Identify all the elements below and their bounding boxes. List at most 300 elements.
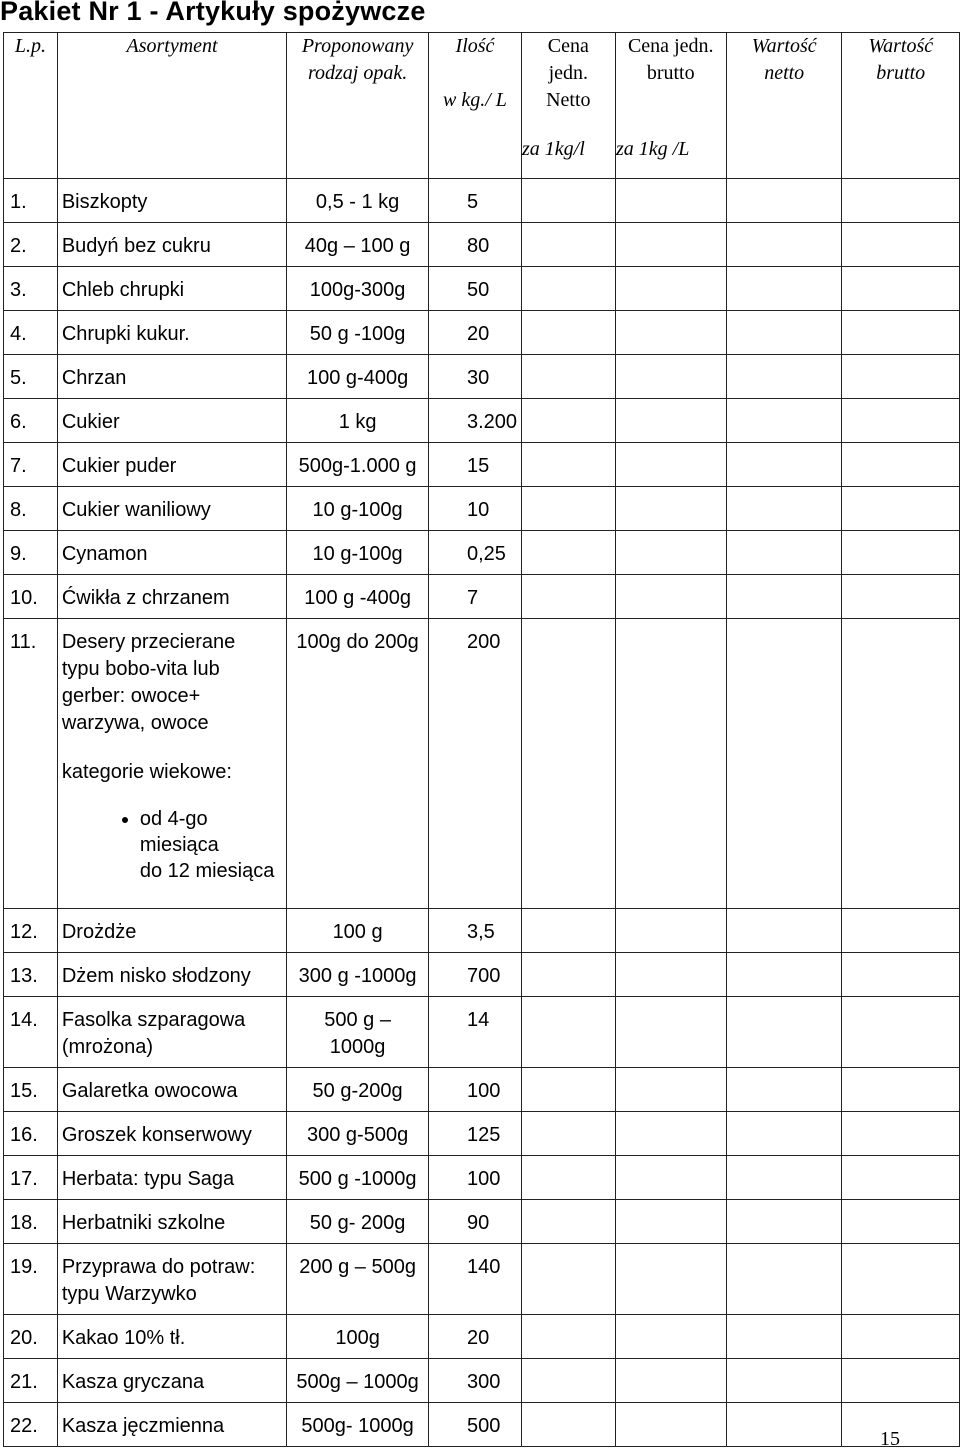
net-value-cell — [726, 619, 842, 909]
col-header-name: Asortyment — [57, 33, 286, 179]
table-row — [4, 311, 960, 355]
net-value-cell — [726, 909, 842, 953]
gross-price-cell — [615, 531, 726, 575]
lp-cell-text: 14. — [10, 1009, 38, 1031]
lp-cell-text: 15. — [10, 1080, 38, 1102]
quantity-cell-text: 10 — [466, 499, 490, 521]
quantity-cell — [428, 267, 521, 311]
col-header-gross-price: Cena jedn. brutto — [615, 33, 726, 179]
product-name-cell — [57, 1200, 286, 1244]
packaging-cell — [287, 953, 429, 997]
lp-cell — [4, 1403, 58, 1447]
packaging-cell-text: 40g – 100 g — [304, 235, 411, 257]
lp-cell-text: 22. — [10, 1415, 38, 1437]
product-name-cell-text: typu Warzywko — [61, 1283, 197, 1305]
product-name-line: warzywa, owoce — [61, 712, 209, 734]
product-name-cell-text: Cynamon — [61, 543, 148, 565]
quantity-cell-text: 3.200 — [466, 411, 518, 433]
quantity-cell-text: 5 — [466, 191, 479, 213]
packaging-cell — [287, 179, 429, 223]
table-row — [4, 575, 960, 619]
product-name-cell — [57, 953, 286, 997]
quantity-cell — [428, 223, 521, 267]
lp-cell — [4, 267, 58, 311]
net-value-cell — [726, 223, 842, 267]
packaging-cell-text: 1 kg — [338, 411, 377, 433]
net-value-cell — [726, 355, 842, 399]
net-price-cell — [522, 223, 616, 267]
quantity-cell — [428, 1244, 521, 1315]
product-name-cell-text: Dżem nisko słodzony — [61, 965, 251, 987]
product-name-cell-text: Kakao 10% tł. — [61, 1327, 186, 1349]
net-unit-note: za 1kg/l — [522, 138, 585, 160]
table-row — [4, 267, 960, 311]
lp-cell-text: 8. — [10, 499, 27, 521]
age-range-line: • od 4-go — [139, 808, 208, 830]
packaging-cell — [287, 909, 429, 953]
net-price-cell — [522, 1068, 616, 1112]
packaging-cell — [287, 1359, 429, 1403]
gross-value-cell — [842, 1315, 960, 1359]
packaging-cell-text: 10 g-100g — [312, 499, 403, 521]
col-header-net-price: Cena jedn. Netto — [522, 33, 616, 179]
quantity-cell-text: 200 — [466, 631, 501, 653]
lp-cell-text: 9. — [10, 543, 27, 565]
quantity-cell-text: 14 — [466, 1009, 490, 1031]
gross-value-cell — [842, 531, 960, 575]
lp-cell — [4, 179, 58, 223]
quantity-cell — [428, 531, 521, 575]
gross-value-cell — [842, 1403, 960, 1447]
gross-price-cell — [615, 1315, 726, 1359]
product-name-cell-text: Herbata: typu Saga — [61, 1168, 235, 1190]
gross-price-cell — [615, 179, 726, 223]
quantity-cell-text: 100 — [466, 1080, 501, 1102]
table-row — [4, 1315, 960, 1359]
net-value-cell — [726, 997, 842, 1068]
quantity-cell — [428, 953, 521, 997]
lp-cell — [4, 997, 58, 1068]
net-price-cell — [522, 1244, 616, 1315]
gross-price-cell — [615, 953, 726, 997]
product-name-cell-text: Kasza gryczana — [61, 1371, 205, 1393]
lp-cell-text: 3. — [10, 279, 27, 301]
lp-cell — [4, 909, 58, 953]
product-name-cell-text: Chrzan — [61, 367, 127, 389]
gross-price-cell — [615, 619, 726, 909]
packaging-cell-text: 50 g -100g — [309, 323, 406, 345]
quantity-cell-text: 20 — [466, 1327, 490, 1349]
lp-cell-text: 6. — [10, 411, 27, 433]
table-row — [4, 223, 960, 267]
quantity-cell-text: 700 — [466, 965, 501, 987]
lp-cell-text: 4. — [10, 323, 27, 345]
quantity-cell — [428, 443, 521, 487]
table-row — [4, 1403, 960, 1447]
product-name-cell-text: Ćwikła z chrzanem — [61, 587, 230, 609]
product-name-cell — [57, 179, 286, 223]
product-name-cell — [57, 399, 286, 443]
packaging-cell-text: 1000g — [329, 1036, 386, 1058]
net-value-cell — [726, 311, 842, 355]
quantity-cell-text: 125 — [466, 1124, 501, 1146]
quantity-cell — [428, 1156, 521, 1200]
table-row — [4, 399, 960, 443]
product-name-cell-text: Biszkopty — [61, 191, 148, 213]
packaging-cell — [287, 619, 429, 909]
table-row — [4, 531, 960, 575]
gross-price-cell — [615, 1068, 726, 1112]
packaging-cell-text: 10 g-100g — [312, 543, 403, 565]
lp-cell — [4, 487, 58, 531]
lp-cell — [4, 399, 58, 443]
quantity-cell — [428, 1315, 521, 1359]
net-price-cell — [522, 1359, 616, 1403]
table-row — [4, 443, 960, 487]
list-item — [140, 806, 282, 884]
quantity-cell — [428, 1403, 521, 1447]
gross-value-cell — [842, 1112, 960, 1156]
gross-price-cell — [615, 443, 726, 487]
product-name-line: Desery przecierane — [61, 631, 236, 653]
gross-price-cell — [615, 909, 726, 953]
packaging-cell — [287, 1244, 429, 1315]
packaging-cell-text: 300 g -1000g — [298, 965, 417, 987]
header-row — [4, 33, 960, 179]
table-row — [4, 997, 960, 1068]
col-header-qty: Ilość w kg./ L — [428, 33, 521, 179]
gross-value-cell — [842, 487, 960, 531]
quantity-cell — [428, 1068, 521, 1112]
net-value-cell — [726, 1200, 842, 1244]
quantity-cell-text: 300 — [466, 1371, 501, 1393]
net-price-cell — [522, 531, 616, 575]
product-name-cell-text: Kasza jęczmienna — [61, 1415, 225, 1437]
lp-cell-text: 12. — [10, 921, 38, 943]
lp-cell-text: 2. — [10, 235, 27, 257]
net-value-cell — [726, 1244, 842, 1315]
quantity-cell — [428, 1112, 521, 1156]
product-name-cell — [57, 1359, 286, 1403]
product-name-cell-text: Przyprawa do potraw: — [61, 1256, 256, 1278]
product-name-line: gerber: owoce+ — [61, 685, 201, 707]
lp-cell — [4, 575, 58, 619]
product-name-cell-text: Galaretka owocowa — [61, 1080, 238, 1102]
packaging-cell-text: 100g — [335, 1327, 380, 1349]
packaging-cell-text: 200 g – 500g — [299, 1256, 416, 1278]
table-row — [4, 909, 960, 953]
table-row — [4, 1244, 960, 1315]
packaging-cell-text: 500g – 1000g — [296, 1371, 419, 1393]
product-name-cell-text: Chleb chrupki — [61, 279, 185, 301]
quantity-cell-text: 0,25 — [466, 543, 506, 565]
net-price-cell — [522, 311, 616, 355]
page-number: 15 — [880, 1428, 900, 1450]
lp-cell — [4, 953, 58, 997]
table-row — [4, 953, 960, 997]
gross-price-cell — [615, 997, 726, 1068]
gross-value-cell — [842, 1244, 960, 1315]
product-name-cell — [57, 1156, 286, 1200]
quantity-cell — [428, 619, 521, 909]
gross-value-cell — [842, 1068, 960, 1112]
gross-price-cell — [615, 267, 726, 311]
net-price-cell — [522, 267, 616, 311]
lp-cell — [4, 1244, 58, 1315]
product-name-cell — [57, 1403, 286, 1447]
product-name-cell-text: Herbatniki szkolne — [61, 1212, 226, 1234]
packaging-cell-text: 100g do 200g — [296, 631, 419, 653]
product-name-cell — [57, 997, 286, 1068]
lp-cell — [4, 311, 58, 355]
net-price-cell — [522, 1200, 616, 1244]
gross-value-cell — [842, 399, 960, 443]
net-price-cell — [522, 953, 616, 997]
packaging-cell — [287, 531, 429, 575]
gross-price-cell — [615, 1403, 726, 1447]
col-header-net-value: Wartość netto — [726, 33, 842, 179]
packaging-cell-text: 500 g – — [324, 1009, 391, 1031]
gross-unit-note: za 1kg /L — [616, 138, 690, 160]
packaging-cell — [287, 1200, 429, 1244]
age-range-line: do 12 miesiąca — [139, 860, 275, 882]
quantity-cell-text: 30 — [466, 367, 490, 389]
gross-value-cell — [842, 619, 960, 909]
quantity-cell — [428, 311, 521, 355]
gross-value-cell — [842, 909, 960, 953]
product-name-cell-text: Groszek konserwowy — [61, 1124, 252, 1146]
net-price-cell — [522, 399, 616, 443]
quantity-cell — [428, 487, 521, 531]
packaging-cell — [287, 575, 429, 619]
net-value-cell — [726, 399, 842, 443]
net-price-cell — [522, 443, 616, 487]
net-value-cell — [726, 953, 842, 997]
quantity-cell-text: 80 — [466, 235, 490, 257]
lp-cell-text: 19. — [10, 1256, 38, 1278]
quantity-cell-text: 100 — [466, 1168, 501, 1190]
quantity-cell-text: 500 — [466, 1415, 501, 1437]
net-price-cell — [522, 909, 616, 953]
quantity-cell-text: 50 — [466, 279, 490, 301]
lp-cell-text: 11. — [10, 631, 37, 653]
net-value-cell — [726, 1403, 842, 1447]
lp-cell — [4, 1068, 58, 1112]
product-name-cell — [57, 1068, 286, 1112]
quantity-cell — [428, 997, 521, 1068]
quantity-cell-text: 7 — [466, 587, 479, 609]
lp-cell — [4, 1200, 58, 1244]
gross-price-cell — [615, 1244, 726, 1315]
packaging-cell — [287, 1156, 429, 1200]
product-name-cell — [57, 619, 286, 909]
age-category-list — [62, 806, 282, 884]
price-table — [3, 32, 960, 1447]
net-price-cell — [522, 1156, 616, 1200]
product-name-cell-text: Cukier — [61, 411, 120, 433]
table-row — [4, 1359, 960, 1403]
lp-cell — [4, 1315, 58, 1359]
packaging-cell — [287, 1315, 429, 1359]
packaging-cell-text: 500g-1.000 g — [298, 455, 417, 477]
quantity-cell-text: 90 — [466, 1212, 490, 1234]
lp-cell-text: 1. — [10, 191, 27, 213]
net-price-cell — [522, 1403, 616, 1447]
gross-value-cell — [842, 311, 960, 355]
product-name-line: typu bobo-vita lub — [61, 658, 220, 680]
product-name-cell — [57, 1315, 286, 1359]
gross-value-cell — [842, 1156, 960, 1200]
product-name-cell-text: Budyń bez cukru — [61, 235, 211, 257]
gross-price-cell — [615, 487, 726, 531]
lp-cell — [4, 443, 58, 487]
product-name-cell-text: Chrupki kukur. — [61, 323, 190, 345]
gross-price-cell — [615, 1112, 726, 1156]
product-name-cell-text: Cukier puder — [61, 455, 177, 477]
lp-cell — [4, 531, 58, 575]
gross-value-cell — [842, 443, 960, 487]
packaging-cell-text: 100 g-400g — [306, 367, 409, 389]
packaging-cell-text: 50 g-200g — [312, 1080, 403, 1102]
gross-price-cell — [615, 575, 726, 619]
quantity-cell — [428, 399, 521, 443]
net-price-cell — [522, 997, 616, 1068]
packaging-cell-text: 500 g -1000g — [298, 1168, 417, 1190]
quantity-cell — [428, 355, 521, 399]
gross-value-cell — [842, 267, 960, 311]
packaging-cell-text: 50 g- 200g — [309, 1212, 406, 1234]
product-name-cell — [57, 1112, 286, 1156]
net-value-cell — [726, 179, 842, 223]
lp-cell — [4, 355, 58, 399]
packaging-cell-text: 100 g — [332, 921, 383, 943]
age-range-line: miesiąca — [139, 834, 219, 856]
lp-cell-text: 7. — [10, 455, 27, 477]
product-name-cell — [57, 1244, 286, 1315]
lp-cell-text: 20. — [10, 1327, 38, 1349]
net-price-cell — [522, 1315, 616, 1359]
gross-price-cell — [615, 399, 726, 443]
lp-cell-text: 16. — [10, 1124, 38, 1146]
quantity-cell-text: 3,5 — [466, 921, 495, 943]
packaging-cell — [287, 487, 429, 531]
gross-value-cell — [842, 575, 960, 619]
packaging-cell — [287, 223, 429, 267]
table-row — [4, 355, 960, 399]
net-price-cell — [522, 355, 616, 399]
product-name-cell — [57, 355, 286, 399]
lp-cell — [4, 223, 58, 267]
lp-cell-text: 21. — [10, 1371, 38, 1393]
packaging-cell — [287, 267, 429, 311]
table-row — [4, 487, 960, 531]
table-row — [4, 179, 960, 223]
net-value-cell — [726, 575, 842, 619]
gross-value-cell — [842, 179, 960, 223]
quantity-cell — [428, 1359, 521, 1403]
quantity-cell — [428, 1200, 521, 1244]
lp-cell-text: 17. — [10, 1168, 38, 1190]
page-title: Pakiet Nr 1 - Artykuły spożywcze — [0, 0, 426, 26]
quantity-cell — [428, 909, 521, 953]
product-name-cell — [57, 223, 286, 267]
lp-cell — [4, 1359, 58, 1403]
packaging-cell — [287, 1403, 429, 1447]
net-price-cell — [522, 619, 616, 909]
lp-cell — [4, 1156, 58, 1200]
col-header-lp: L.p. — [4, 33, 58, 179]
net-value-cell — [726, 443, 842, 487]
col-header-pack: Proponowany rodzaj opak. — [287, 33, 429, 179]
packaging-cell — [287, 1112, 429, 1156]
age-category-label: kategorie wiekowe: — [61, 761, 232, 783]
gross-value-cell — [842, 355, 960, 399]
quantity-cell-text: 15 — [466, 455, 490, 477]
product-name-cell-text: (mrożona) — [61, 1036, 153, 1058]
net-value-cell — [726, 1112, 842, 1156]
gross-price-cell — [615, 311, 726, 355]
packaging-cell — [287, 443, 429, 487]
packaging-cell — [287, 355, 429, 399]
net-value-cell — [726, 1359, 842, 1403]
lp-cell — [4, 619, 58, 909]
net-price-cell — [522, 179, 616, 223]
lp-cell-text: 10. — [10, 587, 38, 609]
product-name-cell-text: Drożdże — [61, 921, 137, 943]
net-value-cell — [726, 267, 842, 311]
product-name-cell — [57, 487, 286, 531]
lp-cell-text: 18. — [10, 1212, 38, 1234]
lp-cell-text: 5. — [10, 367, 27, 389]
gross-value-cell — [842, 1200, 960, 1244]
table-row — [4, 1156, 960, 1200]
gross-price-cell — [615, 223, 726, 267]
table-row — [4, 619, 960, 909]
table-row — [4, 1200, 960, 1244]
packaging-cell — [287, 997, 429, 1068]
product-name-cell — [57, 575, 286, 619]
packaging-cell — [287, 311, 429, 355]
gross-price-cell — [615, 1200, 726, 1244]
net-value-cell — [726, 531, 842, 575]
lp-cell — [4, 1112, 58, 1156]
net-value-cell — [726, 1156, 842, 1200]
product-name-cell — [57, 531, 286, 575]
quantity-cell-text: 140 — [466, 1256, 501, 1278]
product-name-cell-text: Fasolka szparagowa — [61, 1009, 246, 1031]
gross-value-cell — [842, 1359, 960, 1403]
net-value-cell — [726, 487, 842, 531]
packaging-cell-text: 0,5 - 1 kg — [315, 191, 400, 213]
net-value-cell — [726, 1068, 842, 1112]
packaging-cell-text: 100 g -400g — [304, 587, 411, 609]
net-price-cell — [522, 1112, 616, 1156]
gross-price-cell — [615, 1359, 726, 1403]
gross-price-cell — [615, 1156, 726, 1200]
net-price-cell — [522, 487, 616, 531]
product-name-cell — [57, 311, 286, 355]
gross-value-cell — [842, 997, 960, 1068]
table-row — [4, 1112, 960, 1156]
packaging-cell-text: 100g-300g — [309, 279, 406, 301]
packaging-cell-text: 500g- 1000g — [301, 1415, 414, 1437]
product-name-cell — [57, 909, 286, 953]
quantity-cell-text: 20 — [466, 323, 490, 345]
net-value-cell — [726, 1315, 842, 1359]
product-name-cell — [57, 443, 286, 487]
product-name-cell-text: Cukier waniliowy — [61, 499, 211, 521]
quantity-cell — [428, 575, 521, 619]
